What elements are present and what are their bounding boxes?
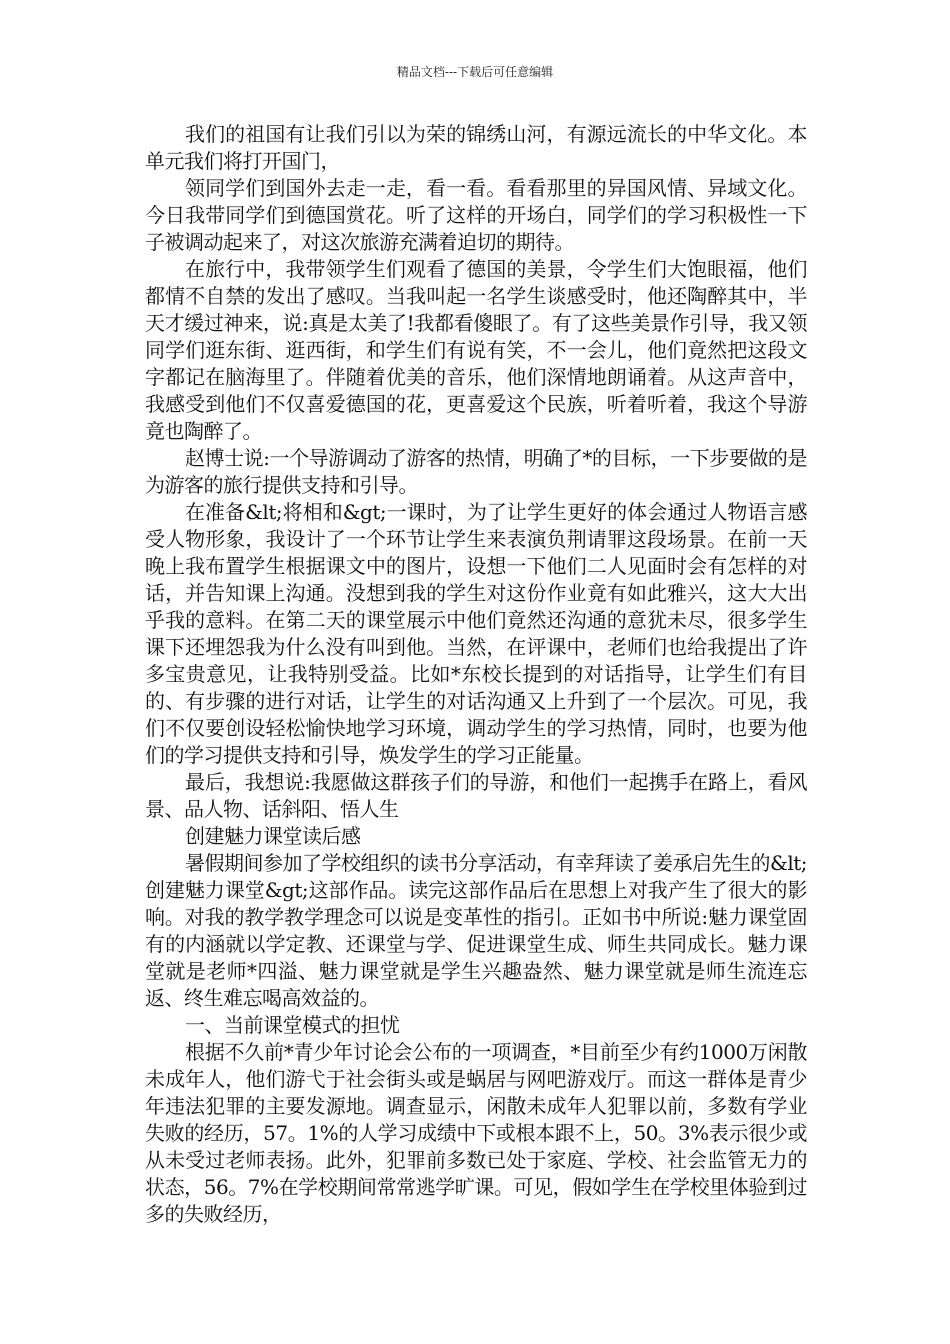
paragraph: 领同学们到国外去走一走，看一看。看看那里的异国风情、异域文化。今日我带同学们到德国赏花。听了这样的开场白，同学们的学习积极性一下子被调动起来了，对这次旅游充满着迫切的期待。 — [145, 176, 807, 254]
paragraph: 我们的祖国有让我们引以为荣的锦绣山河，有源远流长的中华文化。本单元我们将打开国门， — [145, 122, 807, 173]
paragraph: 在旅行中，我带领学生们观看了德国的美景，令学生们大饱眼福，他们都情不自禁的发出了感叹。当我叫起一名学生谈感受时，他还陶醉其中，半天才缓过神来，说:真是太美了!我都看傻眼了。有了这些美景作引导，我又领同学们逛东街、逛西街，和学生们有说有笑，不一会儿，他们竟然把这段文字都记在脑海里了。伴随着优美的音乐，他们深情地朗诵着。从这声音中，我感受到他们不仅喜爱德国的花，更喜爱这个民族，听着听着，我这个导游竟也陶醉了。 — [145, 257, 807, 443]
paragraph: 根据不久前*青少年讨论会公布的一项调查，*目前至少有约1000万闲散未成年人，他们游弋于社会街头或是蜗居与网吧游戏厅。而这一群体是青少年违法犯罪的主要发源地。调查显示，闲散未成年人犯罪以前，多数有学业失败的经历，57。1%的人学习成绩中下或根本跟不上，50。3%表示很少或从未受过老师表扬。此外，犯罪前多数已处于家庭、学校、社会监管无力的状态，56。7%在学校期间常常逃学旷课。可见，假如学生在学校里体验到过多的失败经历， — [145, 1040, 807, 1226]
section-title: 创建魅力课堂读后感 — [185, 824, 361, 848]
page-header: 精品文档---下载后可任意编辑 — [396, 65, 554, 79]
document-body — [145, 121, 807, 1228]
section-heading: 一、当前课堂模式的担忧 — [185, 1013, 400, 1037]
paragraph: 赵博士说:一个导游调动了游客的热情，明确了*的目标，一下步要做的是为游客的旅行提供支持和引导。 — [145, 446, 807, 497]
paragraph: 暑假期间参加了学校组织的读书分享活动，有幸拜读了姜承启先生的&lt;创建魅力课堂&gt;这部作品。读完这部作品后在思想上对我产生了很大的影响。对我的教学教学理念可以说是变革性的指引。正如书中所说:魅力课堂固有的内涵就以学定教、还课堂与学、促进课堂生成、师生共同成长。魅力课堂就是老师*四溢、魅力课堂就是学生兴趣盎然、魅力课堂就是师生流连忘返、终生难忘喝高效益的。 — [145, 851, 807, 1010]
paragraph: 最后，我想说:我愿做这群孩子们的导游，和他们一起携手在路上，看风景、品人物、话斜阳、悟人生 — [145, 770, 807, 821]
paragraph: 在准备&lt;将相和&gt;一课时，为了让学生更好的体会通过人物语言感受人物形象，我设计了一个环节让学生来表演负荆请罪这段场景。在前一天晚上我布置学生根据课文中的图片，设想一下他们二人见面时会有怎样的对话，并告知课上沟通。没想到我的学生对这份作业竟有如此雅兴，这大大出乎我的意料。在第二天的课堂展示中他们竟然还沟通的意犹未尽，很多学生课下还埋怨我为什么没有叫到他。当然，在评课中，老师们也给我提出了许多宝贵意见，让我特别受益。比如*东校长提到的对话指导，让学生们有目的、有步骤的进行对话，让学生的对话沟通又上升到了一个层次。可见，我们不仅要创设轻松愉快地学习环境，调动学生的学习热情，同时，也要为他们的学习提供支持和引导，焕发学生的学习正能量。 — [145, 500, 807, 767]
